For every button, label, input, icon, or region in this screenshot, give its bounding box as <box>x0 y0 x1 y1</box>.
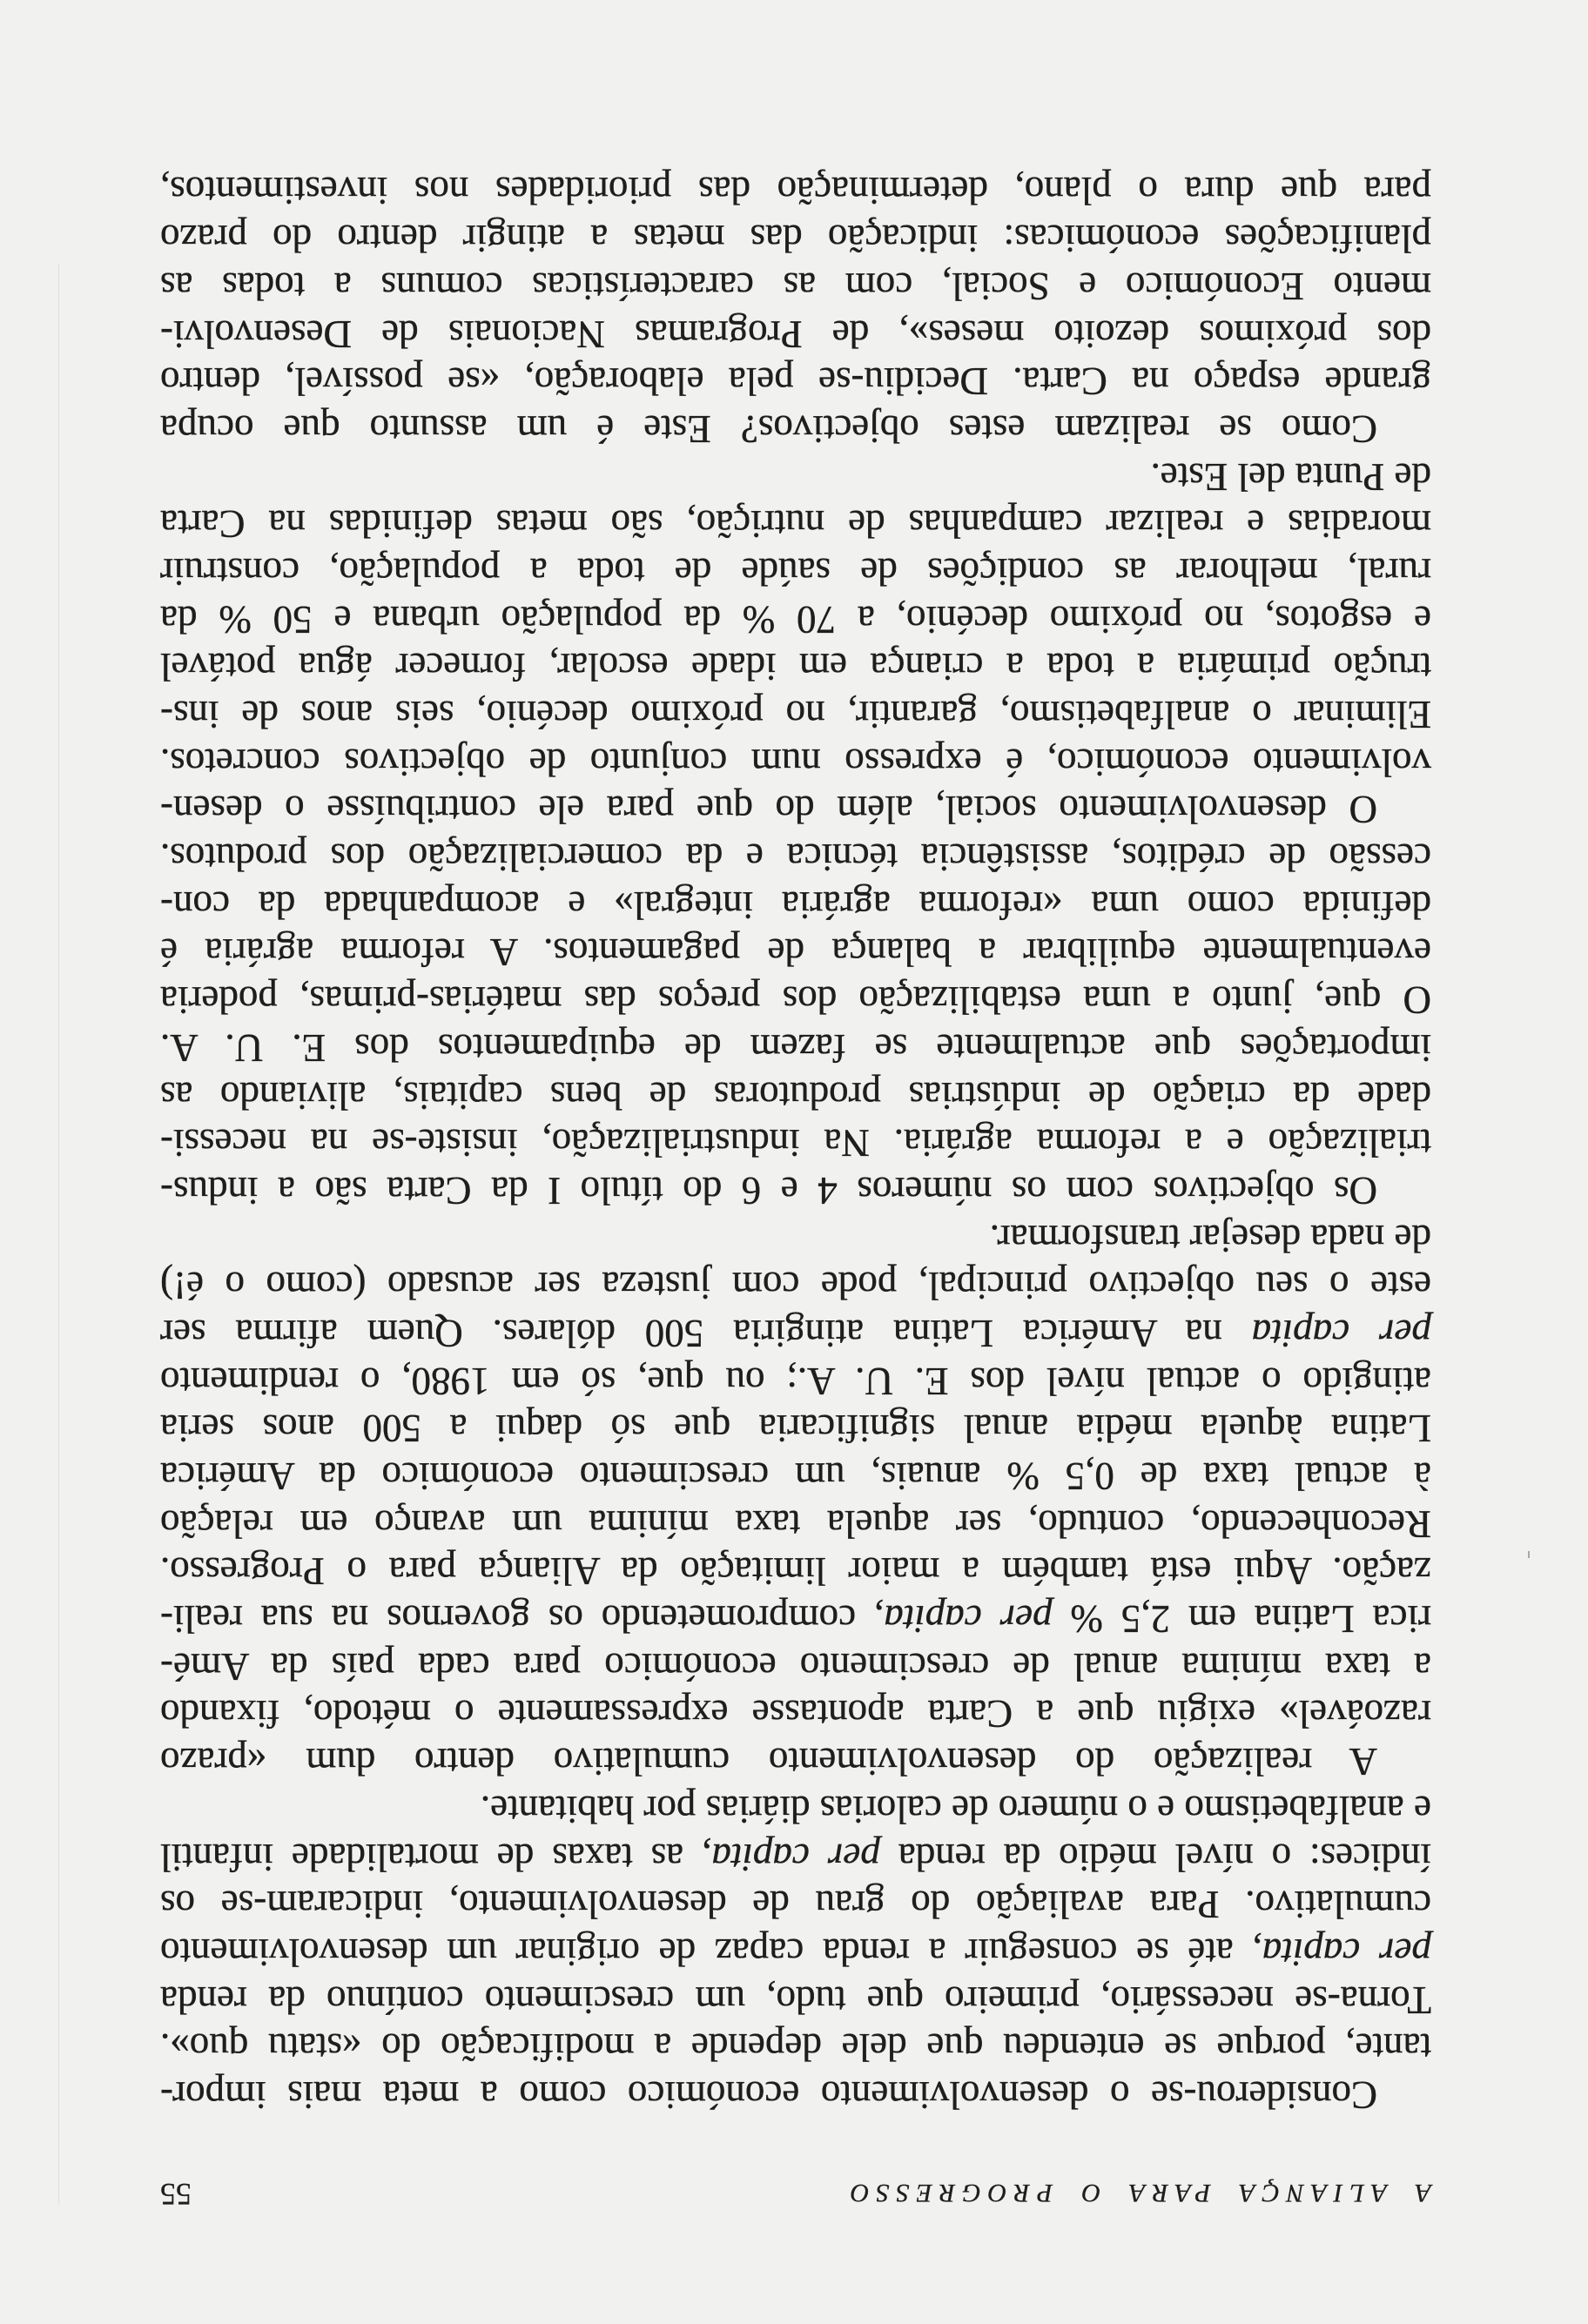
italic-term: per capita <box>884 1597 1053 1642</box>
text-line: eventualmente equilibrar a balança de pagamentos. A reforma agrária é <box>160 930 1431 975</box>
line-text: índices: o nível médio da renda <box>879 1835 1431 1879</box>
paragraph <box>160 1785 1431 2119</box>
italic-term: per capita <box>1262 1930 1431 1974</box>
text-line: cessão de créditos, assistência técnica e da comercialização dos produtos. <box>160 836 1431 880</box>
line-text: , até se conseguir a renda capaz de originar um desenvolvimento <box>160 1930 1262 1974</box>
text-line <box>160 1595 1431 1642</box>
text-line: Eliminar o analfabetismo, garantir, no próximo decénio, seis anos de ins- <box>160 693 1431 737</box>
line-text: , as taxas de mortalidade infantil <box>160 1835 712 1879</box>
text-line: planificações económicas: indicação das metas a atingir dentro do prazo <box>160 217 1431 261</box>
italic-term: per capita <box>1251 1312 1431 1355</box>
text-line: Latina àquela média anual significaria que só daqui a 500 anos seria <box>160 1407 1431 1451</box>
text-line: cumulativo. Para avaliação do grau de desenvolvimento, indicaram-se os <box>160 1883 1431 1927</box>
text-line: de nada desejar transformar. <box>989 1216 1431 1260</box>
running-header <box>160 2169 1431 2213</box>
body-text <box>160 167 1431 2119</box>
text-line: rural, melhorar as condições de saúde de toda a população, construir <box>160 550 1431 594</box>
text-line: Torna-se necessário, primeiro que tudo, um crescimento contínuo da renda <box>160 1978 1431 2022</box>
paragraph <box>160 833 1431 1214</box>
text-line: trialização e a reforma agrária. Na industrialização, insiste-se na necessi- <box>160 1121 1431 1165</box>
text-line: a taxa mínima anual de crescimento económico para cada país da Amé- <box>160 1644 1431 1689</box>
text-line: atingido o actual nível dos E. U. A.; ou que, só em 1980, o rendimento <box>160 1359 1431 1403</box>
text-line: Os objectivos com os números 4 e 6 do título I da Carta são a indus- <box>160 1168 1377 1212</box>
italic-term: per capita <box>711 1835 880 1879</box>
text-line: grande espaço na Carta. Decidiu-se pela elaboração, «se possível, dentro <box>160 359 1431 404</box>
text-line: zação. Aqui está também a maior limitação da Aliança para o Progresso. <box>160 1549 1431 1594</box>
text-line: à actual taxa de 0,5 % anuais, um crescimento económico da América <box>160 1454 1431 1499</box>
text-line <box>160 1833 1431 1881</box>
text-line: razoável» exigiu que a Carta apontasse expressamente o método, fixando <box>160 1692 1431 1736</box>
line-text: rica Latina em 2,5 % <box>1052 1597 1431 1642</box>
text-line: A realização do desenvolvimento cumulativo dentro dum «prazo <box>160 1740 1377 1784</box>
text-line: Reconhecendo, contudo, ser aquela taxa mínima um avanço em relação <box>160 1501 1431 1546</box>
text-line: mento Económico e Social, com as características comuns a todas as <box>160 264 1431 308</box>
paragraph <box>160 167 1431 453</box>
text-line: definida como uma «reforma agrária integral» e acompanhada da con- <box>160 883 1431 927</box>
paragraph <box>160 1214 1431 1785</box>
text-line: moradias e realizar campanhas de nutrição, são metas definidas na Carta <box>160 502 1431 547</box>
text-line: trução primária a toda a criança em idade escolar, fornecer água potável <box>160 645 1431 689</box>
text-line: e analfabetismo e o número de calorias diárias por habitante. <box>480 1787 1431 1831</box>
text-line: dos próximos dezoito meses», de Programas Nacionais de Desenvolvi- <box>160 312 1431 356</box>
text-line: O desenvolvimento social, além do que para ele contribuísse o desen- <box>160 788 1377 832</box>
text-line: este o seu objectivo principal, pode com justeza ser acusado (como o é!) <box>160 1264 1431 1308</box>
text-line: dade da criação de indústrias produtoras de bens capitais, aliviando as <box>160 1073 1431 1118</box>
text-line: tante, porque se entendeu que dele depende a modificação do «statu quo». <box>160 2025 1431 2070</box>
text-line: e esgotos, no próximo decénio, a 70 % da população urbana e 50 % da <box>160 597 1431 641</box>
text-line: de Punta del Este. <box>1150 454 1431 499</box>
text-line: O que, junto a uma estabilização dos preços das matérias-primas, poderia <box>160 978 1431 1023</box>
text-line: para que dura o plano, determinação das prioridades nos investimentos, <box>160 169 1431 213</box>
text-line: volvimento económico, é expresso num conjunto de objectivos concretos. <box>160 740 1431 784</box>
line-text: na América Latina atingiria 500 dólares. Quem afirma ser <box>160 1312 1252 1355</box>
text-line <box>160 1309 1431 1357</box>
text-line: importações que actualmente se fazem de equipamentos dos E. U. A. <box>160 1025 1431 1070</box>
scan-speck <box>1528 1551 1530 1558</box>
paragraph <box>160 453 1431 834</box>
line-text: , comprometendo os governos na sua reali- <box>160 1597 885 1642</box>
page-number: 55 <box>160 2177 192 2212</box>
text-line <box>160 1928 1431 1976</box>
running-title: A ALIANÇA PARA O PROGRESSO <box>843 2179 1431 2207</box>
text-line: Como se realizam estes objectivos? Este é um assunto que ocupa <box>160 406 1377 451</box>
text-line: Considerou-se o desenvolvimento económico como a meta mais impor- <box>160 2073 1377 2117</box>
scan-edge-line <box>58 264 59 2205</box>
